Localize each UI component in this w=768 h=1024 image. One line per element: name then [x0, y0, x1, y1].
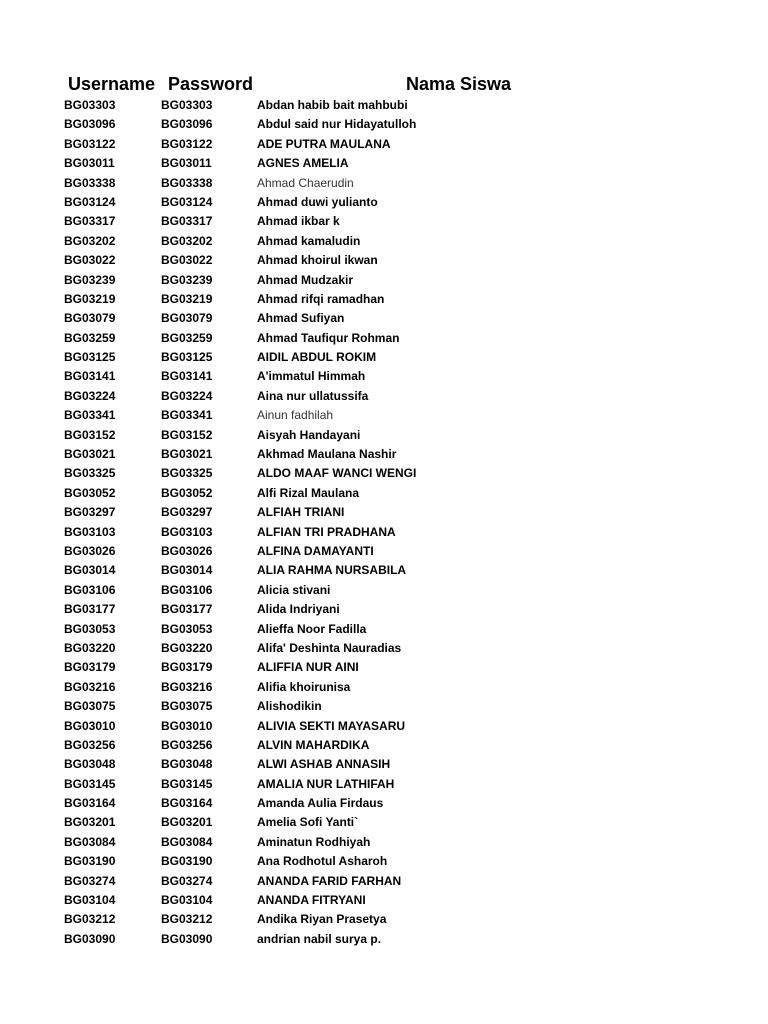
password-cell: BG03053 [161, 621, 213, 636]
student-name-cell: Alfi Rizal Maulana [257, 485, 360, 500]
student-name-cell: ANANDA FITRYANI [257, 893, 366, 908]
student-name-cell: Ahmad Mudzakir [257, 272, 354, 287]
password-cell: BG03201 [161, 815, 213, 830]
username-cell: BG03256 [64, 737, 116, 752]
password-cell: BG03216 [161, 679, 213, 694]
username-cell: BG03179 [64, 660, 116, 675]
table-row [0, 445, 768, 464]
table-row [0, 174, 768, 193]
table-row [0, 309, 768, 328]
student-name-cell: Alida Indriyani [257, 602, 340, 617]
student-name-cell: Akhmad Maulana Nashir [257, 447, 397, 462]
student-name-cell: ALIA RAHMA NURSABILA [257, 563, 407, 578]
student-name-cell: Ahmad ikbar k [257, 214, 340, 229]
password-cell: BG03338 [161, 175, 213, 190]
student-name-cell: ALDO MAAF WANCI WENGI [257, 466, 417, 481]
password-cell: BG03021 [161, 447, 213, 462]
username-cell: BG03224 [64, 388, 116, 403]
table-row [0, 717, 768, 736]
student-name-cell: Ahmad Sufiyan [257, 311, 345, 326]
username-cell: BG03177 [64, 602, 116, 617]
table-row [0, 329, 768, 348]
table-row [0, 406, 768, 425]
student-name-cell: Ana Rodhotul Asharoh [257, 854, 388, 869]
table-row [0, 212, 768, 231]
student-name-cell: ALFIAN TRI PRADHANA [257, 524, 396, 539]
username-cell: BG03052 [64, 485, 116, 500]
table-row [0, 852, 768, 871]
username-cell: BG03011 [64, 156, 115, 171]
username-cell: BG03048 [64, 757, 116, 772]
student-name-cell: Amelia Sofi Yanti` [257, 815, 359, 830]
table-row [0, 775, 768, 794]
student-name-cell: AIDIL ABDUL ROKIM [257, 350, 377, 365]
student-name-cell: Alifa' Deshinta Nauradias [257, 640, 402, 655]
column-header-username: Username [68, 74, 156, 94]
password-cell: BG03010 [161, 718, 213, 733]
username-cell: BG03338 [64, 175, 116, 190]
table-row [0, 872, 768, 891]
student-name-cell: ADE PUTRA MAULANA [257, 136, 391, 151]
username-cell: BG03317 [64, 214, 116, 229]
password-cell: BG03164 [161, 796, 213, 811]
username-cell: BG03325 [64, 466, 116, 481]
username-cell: BG03145 [64, 776, 116, 791]
password-cell: BG03341 [161, 408, 213, 423]
student-name-cell: Abdan habib bait mahbubi [257, 98, 408, 112]
password-cell: BG03256 [161, 737, 213, 752]
password-cell: BG03145 [161, 776, 213, 791]
username-cell: BG03239 [64, 272, 116, 287]
student-name-cell: Aisyah Handayani [257, 427, 361, 442]
password-cell: BG03202 [161, 233, 213, 248]
student-name-cell: Ahmad khoirul ikwan [257, 253, 378, 268]
table-row [0, 193, 768, 212]
student-name-cell: Alishodikin [257, 699, 322, 714]
student-name-cell: A'immatul Himmah [257, 369, 366, 384]
username-cell: BG03216 [64, 679, 116, 694]
password-cell: BG03239 [161, 272, 213, 287]
password-cell: BG03274 [161, 873, 213, 888]
student-name-cell: Aina nur ullatussifa [257, 388, 369, 403]
password-cell: BG03325 [161, 466, 213, 481]
password-cell: BG03141 [161, 369, 213, 384]
table-row [0, 290, 768, 309]
table-row [0, 426, 768, 445]
username-cell: BG03090 [64, 931, 116, 946]
password-cell: BG03084 [161, 834, 213, 849]
password-cell: BG03075 [161, 699, 213, 714]
student-name-cell: Ahmad Taufiqur Rohman [257, 330, 400, 345]
table-row [0, 736, 768, 755]
username-cell: BG03026 [64, 543, 116, 558]
student-name-cell: ALWI ASHAB ANNASIH [257, 757, 391, 772]
table-row [0, 930, 768, 949]
username-cell: BG03014 [64, 563, 116, 578]
username-cell: BG03084 [64, 834, 116, 849]
table-row [0, 271, 768, 290]
student-name-cell: ALFINA DAMAYANTI [257, 543, 374, 558]
username-cell: BG03106 [64, 582, 116, 597]
table-row [0, 833, 768, 852]
table-row [0, 910, 768, 929]
password-cell: BG03303 [161, 98, 213, 112]
password-cell: BG03104 [161, 893, 213, 908]
student-name-cell: AGNES AMELIA [257, 156, 349, 171]
username-cell: BG03259 [64, 330, 116, 345]
student-name-cell: Ahmad kamaludin [257, 233, 361, 248]
table-row [0, 891, 768, 910]
password-cell: BG03220 [161, 640, 213, 655]
student-name-cell: Andika Riyan Prasetya [257, 912, 387, 927]
password-cell: BG03125 [161, 350, 213, 365]
password-cell: BG03090 [161, 931, 213, 946]
table-row [0, 484, 768, 503]
username-cell: BG03021 [64, 447, 116, 462]
username-cell: BG03079 [64, 311, 116, 326]
password-cell: BG03106 [161, 582, 213, 597]
table-row [0, 464, 768, 483]
student-name-cell: ALFIAH TRIANI [257, 505, 345, 520]
table-row [0, 115, 768, 134]
username-cell: BG03164 [64, 796, 116, 811]
username-cell: BG03274 [64, 873, 116, 888]
table-row [0, 96, 768, 115]
table-row [0, 755, 768, 774]
table-row [0, 251, 768, 270]
student-name-cell: Alifia khoirunisa [257, 679, 351, 694]
table-row [0, 600, 768, 619]
username-cell: BG03303 [64, 98, 116, 112]
password-cell: BG03152 [161, 427, 213, 442]
student-name-cell: ALIVIA SEKTI MAYASARU [257, 718, 406, 733]
username-cell: BG03103 [64, 524, 116, 539]
password-cell: BG03122 [161, 136, 213, 151]
table-row [0, 639, 768, 658]
table-row [0, 697, 768, 716]
table-row [0, 678, 768, 697]
username-cell: BG03010 [64, 718, 116, 733]
column-header-nama-siswa: Nama Siswa [406, 74, 512, 94]
username-cell: BG03152 [64, 427, 116, 442]
password-cell: BG03219 [161, 291, 213, 306]
password-cell: BG03317 [161, 214, 213, 229]
password-cell: BG03179 [161, 660, 213, 675]
column-header-password: Password [168, 74, 254, 94]
password-cell: BG03103 [161, 524, 213, 539]
table-row [0, 794, 768, 813]
table-row [0, 542, 768, 561]
username-cell: BG03190 [64, 854, 116, 869]
student-name-cell: andrian nabil surya p. [257, 931, 382, 946]
password-cell: BG03297 [161, 505, 213, 520]
password-cell: BG03212 [161, 912, 213, 927]
table-row [0, 581, 768, 600]
password-cell: BG03048 [161, 757, 213, 772]
username-cell: BG03053 [64, 621, 116, 636]
password-cell: BG03096 [161, 117, 213, 132]
table-row [0, 620, 768, 639]
password-cell: BG03026 [161, 543, 213, 558]
password-cell: BG03011 [161, 156, 212, 171]
student-name-cell: ANANDA FARID FARHAN [257, 873, 402, 888]
student-name-cell: Alieffa Noor Fadilla [257, 621, 367, 636]
password-cell: BG03079 [161, 311, 213, 326]
password-cell: BG03224 [161, 388, 213, 403]
username-cell: BG03220 [64, 640, 116, 655]
table-row [0, 154, 768, 173]
password-cell: BG03014 [161, 563, 213, 578]
username-cell: BG03219 [64, 291, 116, 306]
username-cell: BG03212 [64, 912, 116, 927]
table-row [0, 523, 768, 542]
password-cell: BG03124 [161, 194, 213, 209]
student-name-cell: AMALIA NUR LATHIFAH [257, 776, 395, 791]
student-table-body [0, 96, 768, 949]
table-row [0, 135, 768, 154]
table-row [0, 561, 768, 580]
username-cell: BG03022 [64, 253, 116, 268]
password-cell: BG03190 [161, 854, 213, 869]
table-row [0, 348, 768, 367]
password-cell: BG03259 [161, 330, 213, 345]
username-cell: BG03202 [64, 233, 116, 248]
table-row [0, 232, 768, 251]
student-name-cell: Ahmad rifqi ramadhan [257, 291, 385, 306]
student-name-cell: ALIFFIA NUR AINI [257, 660, 359, 675]
table-row [0, 658, 768, 677]
username-cell: BG03141 [64, 369, 116, 384]
table-row [0, 387, 768, 406]
username-cell: BG03122 [64, 136, 116, 151]
password-cell: BG03177 [161, 602, 213, 617]
student-name-cell: Amanda Aulia Firdaus [257, 796, 384, 811]
username-cell: BG03104 [64, 893, 116, 908]
username-cell: BG03096 [64, 117, 116, 132]
student-name-cell: Abdul said nur Hidayatulloh [257, 117, 417, 132]
table-row [0, 503, 768, 522]
student-name-cell: Alicia stivani [257, 582, 331, 597]
student-name-cell: Ahmad duwi yulianto [257, 194, 378, 209]
student-name-cell: Ainun fadhilah [257, 408, 334, 423]
username-cell: BG03075 [64, 699, 116, 714]
username-cell: BG03201 [64, 815, 116, 830]
username-cell: BG03341 [64, 408, 116, 423]
student-name-cell: Aminatun Rodhiyah [257, 834, 371, 849]
student-name-cell: ALVIN MAHARDIKA [257, 737, 370, 752]
password-cell: BG03022 [161, 253, 213, 268]
password-cell: BG03052 [161, 485, 213, 500]
username-cell: BG03125 [64, 350, 116, 365]
table-row [0, 367, 768, 386]
username-cell: BG03297 [64, 505, 116, 520]
username-cell: BG03124 [64, 194, 116, 209]
student-name-cell: Ahmad Chaerudin [257, 175, 354, 190]
table-row [0, 813, 768, 832]
